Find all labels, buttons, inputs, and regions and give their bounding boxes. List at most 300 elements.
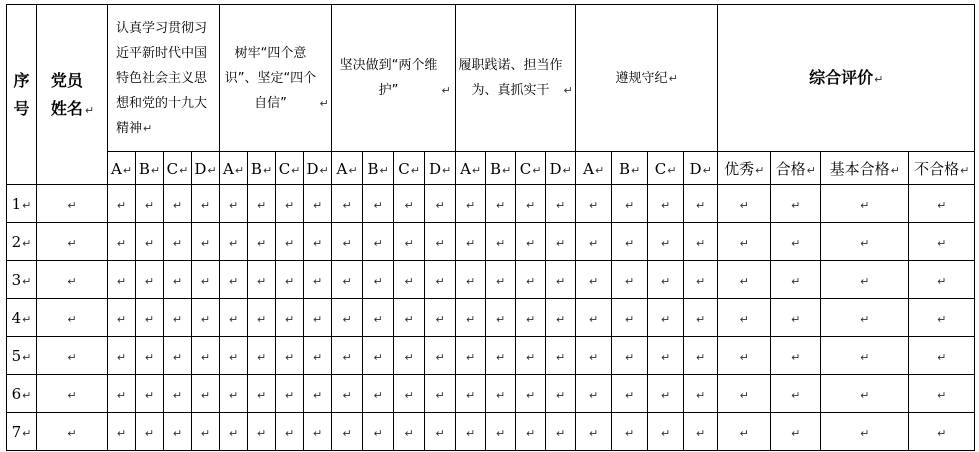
- grade-cell[interactable]: [612, 223, 648, 261]
- paragraph-mark-icon: ↵: [589, 237, 599, 250]
- grade-cell[interactable]: [576, 413, 612, 451]
- grade-cell[interactable]: [771, 375, 821, 413]
- grade-cell[interactable]: [546, 299, 576, 337]
- paragraph-mark-icon: ↵: [589, 199, 599, 212]
- grade-cell[interactable]: [363, 185, 394, 223]
- paragraph-mark-icon: ↵: [312, 313, 323, 326]
- grade-label: B: [489, 159, 502, 178]
- paragraph-mark-icon: ↵: [696, 237, 706, 250]
- paragraph-mark-icon: ↵: [256, 389, 267, 402]
- grade-cell[interactable]: [909, 337, 975, 375]
- row-number: [7, 375, 37, 413]
- grade-cell[interactable]: [546, 223, 576, 261]
- grade-cell[interactable]: [192, 185, 220, 223]
- paragraph-mark-icon: ↵: [342, 313, 352, 326]
- grade-cell[interactable]: [486, 261, 516, 299]
- row-number: [7, 299, 37, 337]
- overall-label: 综合评价: [809, 68, 874, 87]
- name-cell[interactable]: [37, 185, 108, 223]
- name-cell[interactable]: [37, 413, 108, 451]
- grade-cell[interactable]: [108, 299, 136, 337]
- paragraph-mark-icon: ↵: [312, 275, 323, 288]
- paragraph-mark-icon: ↵: [404, 351, 414, 364]
- header-category-5: [576, 5, 718, 152]
- grade-cell[interactable]: [108, 185, 136, 223]
- grade-cell[interactable]: [425, 185, 456, 223]
- grade-cell[interactable]: [363, 337, 394, 375]
- grade-cell[interactable]: [220, 337, 248, 375]
- grade-label: A: [110, 159, 122, 178]
- grade-cell[interactable]: [909, 261, 975, 299]
- grade-cell[interactable]: [612, 261, 648, 299]
- grade-cell[interactable]: [108, 375, 136, 413]
- grade-cell[interactable]: [576, 375, 612, 413]
- paragraph-mark-icon: ↵: [207, 163, 217, 177]
- grade-cell[interactable]: [248, 375, 276, 413]
- grade-cell[interactable]: [304, 375, 332, 413]
- row-number: [7, 413, 37, 451]
- grade-cell[interactable]: [718, 299, 771, 337]
- grade-5-2: [648, 152, 684, 185]
- grade-cell[interactable]: [220, 299, 248, 337]
- paragraph-mark-icon: ↵: [172, 427, 183, 440]
- grade-cell[interactable]: [425, 413, 456, 451]
- grade-cell[interactable]: [576, 261, 612, 299]
- grade-cell[interactable]: [332, 185, 363, 223]
- grade-cell[interactable]: [718, 413, 771, 451]
- grade-cell[interactable]: [220, 413, 248, 451]
- paragraph-mark-icon: ↵: [256, 199, 267, 212]
- grade-cell[interactable]: [612, 337, 648, 375]
- grade-cell[interactable]: [456, 299, 486, 337]
- paragraph-mark-icon: ↵: [466, 389, 476, 402]
- row-number-label: 2: [11, 233, 22, 251]
- grade-cell[interactable]: [332, 413, 363, 451]
- grade-cell[interactable]: [821, 299, 909, 337]
- paragraph-mark-icon: ↵: [284, 351, 295, 364]
- grade-cell[interactable]: [486, 413, 516, 451]
- table-row: [7, 261, 975, 299]
- grade-cell[interactable]: [909, 185, 975, 223]
- grade-cell[interactable]: [220, 185, 248, 223]
- paragraph-mark-icon: ↵: [755, 163, 765, 177]
- paragraph-mark-icon: ↵: [702, 163, 712, 177]
- grade-cell[interactable]: [516, 375, 546, 413]
- category-5-label: 遵规守纪: [615, 70, 668, 86]
- paragraph-mark-icon: ↵: [791, 275, 801, 288]
- grade-cell[interactable]: [425, 261, 456, 299]
- grade-2-3: [304, 152, 332, 185]
- grade-cell[interactable]: [576, 185, 612, 223]
- grade-cell[interactable]: [821, 375, 909, 413]
- grade-4-2: [516, 152, 546, 185]
- grade-cell[interactable]: [771, 223, 821, 261]
- grade-cell[interactable]: [771, 185, 821, 223]
- grade-cell[interactable]: [276, 185, 304, 223]
- grade-cell[interactable]: [248, 261, 276, 299]
- paragraph-mark-icon: ↵: [874, 73, 884, 86]
- header-category-3: [332, 5, 456, 152]
- paragraph-mark-icon: ↵: [348, 163, 358, 177]
- grade-cell[interactable]: [684, 261, 718, 299]
- grade-cell[interactable]: [546, 185, 576, 223]
- grade-cell[interactable]: [456, 223, 486, 261]
- paragraph-mark-icon: ↵: [228, 427, 239, 440]
- grade-1-0: [108, 152, 136, 185]
- grade-cell[interactable]: [108, 223, 136, 261]
- paragraph-mark-icon: ↵: [435, 313, 445, 326]
- grade-cell[interactable]: [821, 413, 909, 451]
- paragraph-mark-icon: ↵: [84, 103, 95, 117]
- grade-cell[interactable]: [456, 337, 486, 375]
- grade-cell[interactable]: [718, 337, 771, 375]
- paragraph-mark-icon: ↵: [284, 313, 295, 326]
- paragraph-mark-icon: ↵: [661, 389, 671, 402]
- paragraph-mark-icon: ↵: [696, 199, 706, 212]
- paragraph-mark-icon: ↵: [22, 275, 32, 288]
- grade-cell[interactable]: [648, 337, 684, 375]
- grade-2-2: [276, 152, 304, 185]
- grade-4-0: [456, 152, 486, 185]
- paragraph-mark-icon: ↵: [563, 84, 573, 97]
- row-number-label: 3: [11, 271, 22, 289]
- grade-cell[interactable]: [576, 337, 612, 375]
- grade-cell[interactable]: [192, 337, 220, 375]
- paragraph-mark-icon: ↵: [312, 199, 323, 212]
- grade-cell[interactable]: [718, 223, 771, 261]
- name-cell[interactable]: [37, 337, 108, 375]
- grade-cell[interactable]: [771, 337, 821, 375]
- grade-cell[interactable]: [425, 375, 456, 413]
- grade-label: A: [460, 159, 471, 178]
- grade-cell[interactable]: [220, 223, 248, 261]
- table-row: [7, 299, 975, 337]
- grade-cell[interactable]: [718, 375, 771, 413]
- grade-cell[interactable]: [394, 185, 425, 223]
- paragraph-mark-icon: ↵: [179, 163, 189, 177]
- paragraph-mark-icon: ↵: [937, 199, 947, 212]
- grade-cell[interactable]: [136, 261, 164, 299]
- grade-cell[interactable]: [220, 375, 248, 413]
- grade-cell[interactable]: [332, 375, 363, 413]
- grade-cell[interactable]: [164, 375, 192, 413]
- grade-cell[interactable]: [108, 337, 136, 375]
- paragraph-mark-icon: ↵: [172, 237, 183, 250]
- paragraph-mark-icon: ↵: [200, 351, 211, 364]
- grade-cell[interactable]: [546, 261, 576, 299]
- paragraph-mark-icon: ↵: [144, 351, 155, 364]
- paragraph-mark-icon: ↵: [22, 237, 32, 250]
- grade-cell[interactable]: [456, 261, 486, 299]
- grade-cell[interactable]: [546, 337, 576, 375]
- grade-cell[interactable]: [684, 299, 718, 337]
- grade-cell[interactable]: [363, 375, 394, 413]
- paragraph-mark-icon: ↵: [256, 313, 267, 326]
- grade-cell[interactable]: [304, 413, 332, 451]
- grade-cell[interactable]: [456, 375, 486, 413]
- grade-cell[interactable]: [909, 223, 975, 261]
- grade-cell[interactable]: [164, 299, 192, 337]
- paragraph-mark-icon: ↵: [284, 389, 295, 402]
- paragraph-mark-icon: ↵: [556, 351, 566, 364]
- paragraph-mark-icon: ↵: [200, 275, 211, 288]
- grade-cell[interactable]: [136, 375, 164, 413]
- grade-cell[interactable]: [136, 413, 164, 451]
- grade-cell[interactable]: [332, 337, 363, 375]
- grade-cell[interactable]: [909, 299, 975, 337]
- paragraph-mark-icon: ↵: [739, 351, 749, 364]
- grade-cell[interactable]: [276, 375, 304, 413]
- grade-cell[interactable]: [394, 223, 425, 261]
- paragraph-mark-icon: ↵: [435, 427, 445, 440]
- grade-cell[interactable]: [192, 375, 220, 413]
- header-seq-label: 序号: [13, 70, 30, 118]
- grade-cell[interactable]: [332, 223, 363, 261]
- paragraph-mark-icon: ↵: [739, 313, 749, 326]
- paragraph-mark-icon: ↵: [312, 427, 323, 440]
- grade-cell[interactable]: [394, 337, 425, 375]
- grade-cell[interactable]: [164, 261, 192, 299]
- grade-cell[interactable]: [394, 375, 425, 413]
- grade-cell[interactable]: [486, 375, 516, 413]
- paragraph-mark-icon: ↵: [262, 163, 273, 177]
- paragraph-mark-icon: ↵: [144, 237, 155, 250]
- grade-cell[interactable]: [136, 185, 164, 223]
- row-number: [7, 261, 37, 299]
- paragraph-mark-icon: ↵: [696, 351, 706, 364]
- grade-cell[interactable]: [192, 413, 220, 451]
- grade-cell[interactable]: [684, 337, 718, 375]
- paragraph-mark-icon: ↵: [144, 199, 155, 212]
- header-overall: [718, 5, 975, 152]
- grade-cell[interactable]: [108, 413, 136, 451]
- header-seq: [7, 5, 37, 185]
- grade-cell[interactable]: [612, 413, 648, 451]
- grade-cell[interactable]: [612, 185, 648, 223]
- paragraph-mark-icon: ↵: [466, 199, 476, 212]
- paragraph-mark-icon: ↵: [556, 427, 566, 440]
- grade-cell[interactable]: [516, 261, 546, 299]
- grade-cell[interactable]: [648, 223, 684, 261]
- grade-cell[interactable]: [248, 337, 276, 375]
- grade-label: B: [138, 159, 150, 178]
- grade-cell[interactable]: [304, 261, 332, 299]
- paragraph-mark-icon: ↵: [373, 275, 383, 288]
- grade-cell[interactable]: [516, 185, 546, 223]
- paragraph-mark-icon: ↵: [200, 313, 211, 326]
- paragraph-mark-icon: ↵: [22, 313, 32, 326]
- paragraph-mark-icon: ↵: [404, 275, 414, 288]
- paragraph-mark-icon: ↵: [22, 389, 32, 402]
- grade-cell[interactable]: [486, 337, 516, 375]
- grade-cell[interactable]: [425, 337, 456, 375]
- table-row: [7, 413, 975, 451]
- row-number: [7, 223, 37, 261]
- paragraph-mark-icon: ↵: [373, 313, 383, 326]
- name-cell[interactable]: [37, 223, 108, 261]
- grade-cell[interactable]: [332, 299, 363, 337]
- name-cell[interactable]: [37, 299, 108, 337]
- paragraph-mark-icon: ↵: [496, 313, 506, 326]
- paragraph-mark-icon: ↵: [116, 199, 127, 212]
- grade-cell[interactable]: [648, 413, 684, 451]
- overall-grade-label: 合格: [775, 159, 806, 178]
- grade-2-0: [220, 152, 248, 185]
- grade-cell[interactable]: [248, 223, 276, 261]
- paragraph-mark-icon: ↵: [860, 389, 870, 402]
- paragraph-mark-icon: ↵: [144, 389, 155, 402]
- paragraph-mark-icon: ↵: [435, 275, 445, 288]
- grade-cell[interactable]: [276, 223, 304, 261]
- grade-label: D: [428, 159, 441, 178]
- grade-cell[interactable]: [425, 299, 456, 337]
- overall-grade-2: [821, 152, 909, 185]
- grade-cell[interactable]: [718, 261, 771, 299]
- paragraph-mark-icon: ↵: [435, 351, 445, 364]
- grade-cell[interactable]: [648, 375, 684, 413]
- grade-cell[interactable]: [276, 261, 304, 299]
- grade-cell[interactable]: [192, 261, 220, 299]
- paragraph-mark-icon: ↵: [532, 163, 542, 177]
- paragraph-mark-icon: ↵: [172, 313, 183, 326]
- grade-cell[interactable]: [304, 299, 332, 337]
- paragraph-mark-icon: ↵: [860, 275, 870, 288]
- paragraph-mark-icon: ↵: [496, 199, 506, 212]
- grade-cell[interactable]: [612, 299, 648, 337]
- grade-cell[interactable]: [909, 413, 975, 451]
- grade-cell[interactable]: [821, 185, 909, 223]
- grade-label: A: [223, 159, 234, 178]
- grade-cell[interactable]: [516, 413, 546, 451]
- grade-cell[interactable]: [363, 223, 394, 261]
- grade-cell[interactable]: [108, 261, 136, 299]
- grade-cell[interactable]: [684, 413, 718, 451]
- name-cell[interactable]: [37, 261, 108, 299]
- paragraph-mark-icon: ↵: [937, 313, 947, 326]
- grade-cell[interactable]: [304, 185, 332, 223]
- grade-cell[interactable]: [821, 223, 909, 261]
- grade-cell[interactable]: [394, 413, 425, 451]
- grade-cell[interactable]: [718, 185, 771, 223]
- grade-cell[interactable]: [363, 261, 394, 299]
- grade-cell[interactable]: [276, 299, 304, 337]
- grade-label: C: [278, 159, 291, 178]
- grade-cell[interactable]: [456, 413, 486, 451]
- paragraph-mark-icon: ↵: [228, 351, 239, 364]
- grade-label: C: [166, 159, 179, 178]
- grade-cell[interactable]: [516, 337, 546, 375]
- paragraph-mark-icon: ↵: [67, 389, 77, 402]
- grade-cell[interactable]: [612, 375, 648, 413]
- grade-cell[interactable]: [576, 299, 612, 337]
- grade-cell[interactable]: [394, 261, 425, 299]
- grade-cell[interactable]: [248, 413, 276, 451]
- grade-cell[interactable]: [516, 223, 546, 261]
- grade-cell[interactable]: [136, 337, 164, 375]
- header-row-categories: [7, 5, 975, 152]
- paragraph-mark-icon: ↵: [342, 389, 352, 402]
- paragraph-mark-icon: ↵: [625, 237, 635, 250]
- grade-cell[interactable]: [192, 223, 220, 261]
- grade-cell[interactable]: [486, 223, 516, 261]
- grade-cell[interactable]: [164, 337, 192, 375]
- grade-cell[interactable]: [456, 185, 486, 223]
- header-row-grades: [7, 152, 975, 185]
- grade-cell[interactable]: [192, 299, 220, 337]
- grade-label: B: [250, 159, 262, 178]
- grade-cell[interactable]: [164, 223, 192, 261]
- grade-3-3: [425, 152, 456, 185]
- paragraph-mark-icon: ↵: [256, 427, 267, 440]
- grade-cell[interactable]: [546, 413, 576, 451]
- paragraph-mark-icon: ↵: [319, 96, 329, 110]
- name-cell[interactable]: [37, 375, 108, 413]
- grade-cell[interactable]: [486, 185, 516, 223]
- grade-cell[interactable]: [248, 299, 276, 337]
- row-number-label: 5: [11, 347, 22, 365]
- grade-5-1: [612, 152, 648, 185]
- grade-4-3: [546, 152, 576, 185]
- grade-cell[interactable]: [909, 375, 975, 413]
- grade-1-1: [136, 152, 164, 185]
- grade-cell[interactable]: [304, 223, 332, 261]
- category-1-label: 认真学习贯彻习近平新时代中国特色社会主义思想和党的十九大精神: [116, 20, 208, 136]
- grade-cell[interactable]: [363, 413, 394, 451]
- grade-3-1: [363, 152, 394, 185]
- paragraph-mark-icon: ↵: [144, 427, 155, 440]
- grade-cell[interactable]: [684, 375, 718, 413]
- grade-cell[interactable]: [771, 299, 821, 337]
- grade-cell[interactable]: [486, 299, 516, 337]
- grade-cell[interactable]: [136, 223, 164, 261]
- grade-cell[interactable]: [648, 185, 684, 223]
- grade-5-3: [684, 152, 718, 185]
- paragraph-mark-icon: ↵: [373, 389, 383, 402]
- paragraph-mark-icon: ↵: [342, 275, 352, 288]
- grade-cell[interactable]: [394, 299, 425, 337]
- grade-cell[interactable]: [220, 261, 248, 299]
- grade-cell[interactable]: [821, 337, 909, 375]
- grade-cell[interactable]: [684, 185, 718, 223]
- grade-cell[interactable]: [304, 337, 332, 375]
- grade-cell[interactable]: [648, 299, 684, 337]
- grade-cell[interactable]: [363, 299, 394, 337]
- grade-cell[interactable]: [248, 185, 276, 223]
- grade-cell[interactable]: [332, 261, 363, 299]
- paragraph-mark-icon: ↵: [526, 199, 536, 212]
- grade-cell[interactable]: [276, 413, 304, 451]
- paragraph-mark-icon: ↵: [256, 275, 267, 288]
- paragraph-mark-icon: ↵: [625, 351, 635, 364]
- paragraph-mark-icon: ↵: [67, 237, 77, 250]
- grade-cell[interactable]: [136, 299, 164, 337]
- grade-cell[interactable]: [771, 261, 821, 299]
- grade-cell[interactable]: [648, 261, 684, 299]
- grade-cell[interactable]: [684, 223, 718, 261]
- grade-cell[interactable]: [276, 337, 304, 375]
- grade-cell[interactable]: [821, 261, 909, 299]
- grade-cell[interactable]: [164, 413, 192, 451]
- grade-cell[interactable]: [576, 223, 612, 261]
- grade-cell[interactable]: [546, 375, 576, 413]
- paragraph-mark-icon: ↵: [937, 427, 947, 440]
- grade-cell[interactable]: [516, 299, 546, 337]
- grade-cell[interactable]: [771, 413, 821, 451]
- grade-cell[interactable]: [425, 223, 456, 261]
- paragraph-mark-icon: ↵: [937, 237, 947, 250]
- grade-cell[interactable]: [164, 185, 192, 223]
- paragraph-mark-icon: ↵: [67, 199, 77, 212]
